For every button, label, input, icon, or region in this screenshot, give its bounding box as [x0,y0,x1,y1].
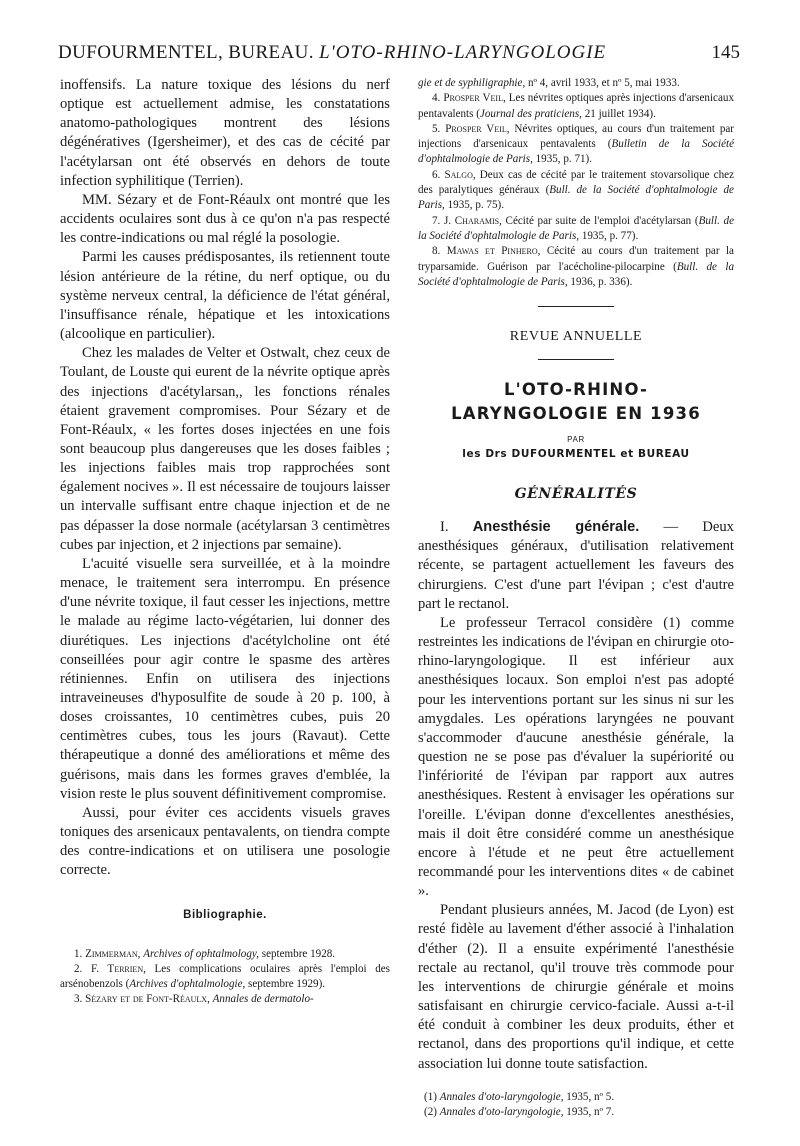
reference-item: 5. Prosper Veil, Névrites optiques, au cours d'un traitement par injections d'arsenicaux pentavalents (Bulletin de la Société d'ophtalmologie de Paris, 1935, p. 71). [418,122,734,166]
running-title-subject: L'OTO-RHINO-LARYNGOLOGIE [319,42,607,63]
section-label: REVUE ANNUELLE [509,329,643,345]
left-column [60,76,390,1008]
body-paragraph: inoffensifs. La nature toxique des lésions du nerf optique est actuellement admise, les constatations anatomo-pathologiques montrent des lésions dégénératives (Igersheimer), et des cas de cécité par l'acétylarsan ont été observés en dehors de toute infection syphilitique (Terrien). [60,77,390,189]
footnote: (1) Annales d'oto-laryngologie, 1935, nº 5. [424,1090,615,1103]
running-title [58,42,606,64]
divider-rule [538,306,614,307]
running-title-authors: DUFOURMENTEL, BUREAU. [58,42,314,63]
divider-rule [538,359,614,360]
body-paragraph: Chez les malades de Velter et Ostwalt, chez ceux de Toulant, de Louste qui eurent de la névrite optique après des injections d'acétylarsan,, les fonctions rénales étaient gravement compromises. Pour Sézary et de Font-Réaulx, « les fortes doses injectées en une fois sont beaucoup plus dangereuses que les doses faibles ; les injections faibles mais trop rapprochées sont également nocives ». Il est nécessaire de toujours laisser un intervalle suffisant entre chaque injection et de ne pas dépasser la dose normale (acétylarsan 3 centimètres cubes par injection, et 2 injections par semaine). [60,345,390,553]
reference-item: 4. Prosper Veil, Les névrites optiques après injections d'arsenicaux pentavalents (Journal des praticiens, 21 juillet 1934). [418,92,734,120]
bibliography-title: Bibliographie. [183,908,267,921]
body-paragraph: MM. Sézary et de Font-Réaulx ont montré que les accidents oculaires sont dus à ce qu'on n'a pas respecté les contre-indications ou mal réglé la posologie. [60,191,390,247]
page-number: 145 [711,42,740,63]
article-title-line-2: LARYNGOLOGIE EN 1936 [451,404,701,424]
byline-par: PAR [567,435,585,445]
body-paragraph: L'acuité visuelle sera surveillée, et à la moindre menace, le traitement sera interrompu. En présence d'une névrite toxique, il faut cesser les injections, mettre le malade au régime lacto-végétarien, lui donner des diurétiques. Les injections d'acétylcholine ont été conseillées pour agir contre le spasme des artères rétiniennes. Enfin on utilisera des injections intraveineuses d'hyposulfite de soude à 20 p. 100, à doses croissantes, 10 centimètres cubes, puis 20 centimètres cubes, tous les jours (Ravaut). Cette thérapeutique a donné des améliorations et même des guérisons, mais dans les formes graves d'emblée, la vision reste le plus souvent définitivement compromise. [60,555,390,802]
footnotes [418,1090,734,1120]
body-paragraph: Pendant plusieurs années, M. Jacod (de Lyon) est resté fidèle au lavement d'éther associé à l'inhalation d'éther (2). Il a ensuite expérimenté l'anesthésie rectale au rectanol, qu'il trouve très commode pour les interventions de chirurgie générale et moins satisfaisant en chirurgie cervico-faciale. Aussi a-t-il été conduit à combiner les deux produits, éther et rectanol, dans des proportions qu'il indique, et cette association lui donne toute satisfaction. [418,902,734,1072]
right-column [418,76,734,1120]
body-paragraph: Le professeur Terracol considère (1) comme restreintes les indications de l'évipan en chirurgie oto-rhino-laryngologique. Il est inférieur aux anesthésiques locaux. Son emploi n'est pas adopté pour les interventions portant sur les sinus ni sur les amygdales. Les opérations laryngées ne pouvant s'accommoder d'aucune anesthésie générale, la question ne se pose pas d'évaluer la supériorité ou l'infériorité de l'évipan par rapport aux autres anesthésiques. Restent à envisager les opérations sur l'oreille. L'évipan donne d'excellentes anesthésies, mais il doit être considéré comme un anesthésique encore à l'étude et ne peut être actuellement recommandé pour les interventions dites « de cabinet ». [418,614,734,900]
reference-continuation: gie et de syphiligraphie, nº 4, avril 1933, et nº 5, mai 1933. [418,77,680,89]
body-paragraph: Aussi, pour éviter ces accidents visuels graves toniques des arsenicaux pentavalents, on tiendra compte des contre-indications et on utilisera une posologie correcte. [60,804,390,879]
article-authors: les Drs DUFOURMENTEL et BUREAU [462,448,690,461]
body-paragraph: Parmi les causes prédisposantes, ils retiennent toute lésion antérieure de la rétine, du nerf optique, ou du système nerveux central, la déficience de l'état général, l'insuffisance rénale, hépatique et les intoxications (alcoolique en particulier). [60,249,390,343]
reference-item: 7. J. Charamis, Cécité par suite de l'emploi d'acétylarsan (Bull. de la Société d'ophtalmologie de Paris, 1935, p. 77). [418,214,734,242]
reference-item: 8. Mawas et Pinhero, Cécité au cours d'un traitement par la tryparsamide. Guérison par l'acécholine-pilocarpine (Bull. de la Société d'ophtalmologie de Paris, 1936, p. 336). [418,245,734,288]
body-paragraph: I. Anesthésie générale. — Deux anesthésiques généraux, d'utilisation relativement récente, se partagent actuellement les faveurs des chirurgiens. C'est d'une part l'évipan ; c'est d'autre part le rectanol. [418,519,734,612]
reference-item: 6. Salgo, Deux cas de cécité par le traitement stovarsolique chez des paralytiques généraux (Bull. de la Société d'ophtalmologie de Paris, 1935, p. 75). [418,168,734,212]
reference-item: 3. Sézary et de Font-Réaulx, Annales de dermatolo- [74,993,314,1006]
reference-item: 2. F. Terrien, Les complications oculaires après l'emploi des arsénobenzols (Archives d'ophtalmologie, septembre 1929). [60,962,390,991]
section-heading: GÉNÉRALITÉS [514,486,638,503]
article-title-line-1: L'OTO-RHINO- [503,380,649,400]
reference-item: 1. Zimmerman, Archives of ophtalmology, septembre 1928. [74,947,336,960]
subsection-number: I. [440,519,449,536]
article-title [418,378,734,426]
footnote: (2) Annales d'oto-laryngologie, 1935, nº 7. [424,1105,615,1118]
running-header [58,40,740,70]
subsection-title: Anesthésie générale. [472,519,640,536]
